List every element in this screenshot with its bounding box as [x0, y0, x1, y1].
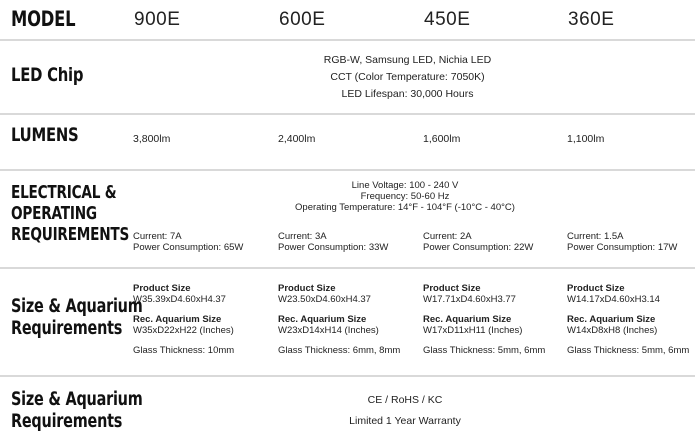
certification-section — [0, 375, 695, 442]
current: Current: 1.5A — [567, 231, 624, 242]
glass-thickness: Glass Thickness: 5mm, 6mm — [567, 345, 690, 356]
electrical-900e — [133, 231, 273, 253]
current: Current: 2A — [423, 231, 472, 242]
model-450e: 450E — [424, 9, 471, 30]
rec-aquarium-title: Rec. Aquarium Size — [133, 314, 222, 325]
electrical-label-line: ELECTRICAL & — [11, 183, 117, 203]
model-label: MODEL — [11, 7, 76, 31]
electrical-label-line: OPERATING — [11, 204, 97, 224]
product-size: W14.17xD4.60xH3.14 — [567, 294, 660, 305]
model-header-row — [0, 0, 695, 40]
size-label — [11, 296, 143, 340]
led-chip-label: LED Chip — [11, 64, 84, 86]
operating-temperature: Operating Temperature: 14°F - 104°F (-10°C - 40°C) — [295, 202, 515, 213]
warranty: Limited 1 Year Warranty — [349, 415, 461, 427]
product-size-title: Product Size — [567, 283, 625, 294]
rec-aquarium-size: W23xD14xH14 (Inches) — [278, 325, 379, 336]
product-size-title: Product Size — [278, 283, 336, 294]
current: Current: 3A — [278, 231, 327, 242]
line-voltage: Line Voltage: 100 - 240 V — [351, 180, 459, 191]
size-900e — [133, 283, 273, 356]
rec-aquarium-title: Rec. Aquarium Size — [278, 314, 367, 325]
model-900e: 900E — [134, 9, 181, 30]
electrical-common — [130, 180, 680, 213]
lumens-900e: 3,800lm — [133, 133, 171, 145]
led-chip-line: CCT (Color Temperature: 7050K) — [330, 71, 485, 83]
certifications: CE / RoHS / KC — [367, 394, 443, 406]
product-size: W23.50xD4.60xH4.37 — [278, 294, 371, 305]
lumens-section — [0, 113, 695, 169]
rec-aquarium-size: W35xD22xH22 (Inches) — [133, 325, 234, 336]
lumens-label: LUMENS — [11, 124, 79, 146]
current: Current: 7A — [133, 231, 182, 242]
size-600e — [278, 283, 418, 356]
product-size-title: Product Size — [133, 283, 191, 294]
led-chip-specs — [130, 52, 685, 103]
product-size: W17.71xD4.60xH3.77 — [423, 294, 516, 305]
lumens-450e: 1,600lm — [423, 133, 461, 145]
size-360e — [567, 283, 693, 356]
led-chip-line: RGB-W, Samsung LED, Nichia LED — [323, 54, 492, 66]
rec-aquarium-title: Rec. Aquarium Size — [567, 314, 656, 325]
electrical-600e — [278, 231, 418, 253]
certification-label — [11, 389, 143, 433]
product-size: W35.39xD4.60xH4.37 — [133, 294, 226, 305]
electrical-label — [11, 183, 129, 246]
glass-thickness: Glass Thickness: 10mm — [133, 345, 235, 356]
power-consumption: Power Consumption: 17W — [567, 242, 678, 253]
electrical-450e — [423, 231, 563, 253]
size-label-line: Requirements — [11, 318, 123, 339]
electrical-label-line: REQUIREMENTS — [11, 225, 130, 245]
electrical-section — [0, 169, 695, 267]
frequency: Frequency: 50-60 Hz — [360, 191, 450, 202]
size-label-line: Size & Aquarium — [11, 296, 143, 317]
lumens-600e: 2,400lm — [278, 133, 316, 145]
rec-aquarium-size: W17xD11xH11 (Inches) — [423, 325, 523, 336]
electrical-360e — [567, 231, 695, 253]
power-consumption: Power Consumption: 65W — [133, 242, 244, 253]
glass-thickness: Glass Thickness: 6mm, 8mm — [278, 345, 401, 356]
led-chip-section — [0, 39, 695, 113]
model-600e: 600E — [279, 9, 326, 30]
lumens-360e: 1,100lm — [567, 133, 605, 145]
certification-label-line: Requirements — [11, 411, 123, 432]
product-size-title: Product Size — [423, 283, 481, 294]
certification-info — [130, 390, 680, 432]
power-consumption: Power Consumption: 22W — [423, 242, 534, 253]
rec-aquarium-size: W14xD8xH8 (Inches) — [567, 325, 658, 336]
size-section — [0, 267, 695, 375]
rec-aquarium-title: Rec. Aquarium Size — [423, 314, 512, 325]
size-450e — [423, 283, 563, 356]
led-chip-line: LED Lifespan: 30,000 Hours — [341, 88, 474, 100]
glass-thickness: Glass Thickness: 5mm, 6mm — [423, 345, 546, 356]
certification-label-line: Size & Aquarium — [11, 389, 143, 410]
model-360e: 360E — [568, 9, 615, 30]
power-consumption: Power Consumption: 33W — [278, 242, 389, 253]
